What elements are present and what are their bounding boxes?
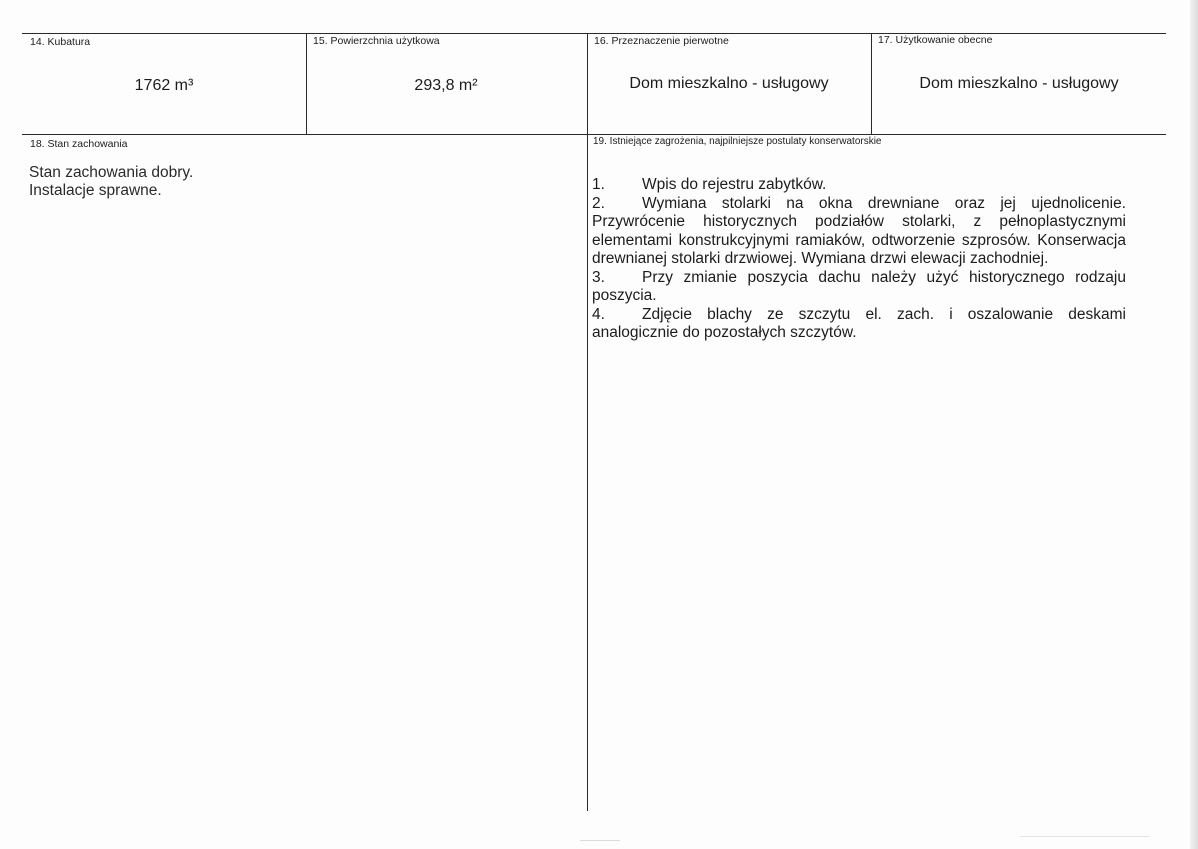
postulate-number: 3.: [592, 268, 605, 286]
postulate-item-1: [592, 176, 1126, 195]
postulate-text: Zdjęcie blachy ze szczytu el. zach. i oszalowanie deskami analogicznie do pozostałych szczytów.: [592, 305, 1126, 341]
field-14-label: 14. Kubatura: [30, 36, 91, 48]
postulate-item-4: [592, 306, 1126, 343]
scan-artifact: [580, 840, 620, 841]
scan-edge-shadow: [1190, 0, 1198, 849]
field-18-label: 18. Stan zachowania: [30, 138, 128, 150]
grid-line-middle: [22, 134, 1166, 135]
grid-line-top: [22, 33, 1166, 34]
postulate-item-2: [592, 195, 1126, 269]
field-16-label: 16. Przeznaczenie pierwotne: [594, 35, 729, 47]
field-18-line: Instalacje sprawne.: [29, 182, 162, 199]
postulate-text: Wymiana stolarki na okna drewniane oraz jej ujednolicenie. Przywrócenie historycznych podziałów stolarki, z pełnoplastycznymi elementami konstrukcyjnymi ramiaków, odtworzenie szprosów. Konserwacja drewnianej stolarki drzwiowej. Wymiana drzwi elewacji zachodniej.: [592, 194, 1126, 267]
field-19-content: [592, 176, 1126, 343]
field-17-value: Dom mieszkalno - usługowy: [919, 75, 1119, 92]
field-15-value: 293,8 m²: [414, 77, 478, 94]
postulate-item-3: [592, 269, 1126, 306]
postulate-number: 2.: [592, 194, 605, 212]
postulate-number: 1.: [592, 176, 605, 193]
field-15-label: 15. Powierzchnia użytkowa: [313, 35, 440, 47]
field-17-label: 17. Użytkowanie obecne: [878, 34, 993, 46]
postulate-number: 4.: [592, 305, 605, 323]
field-19-label: 19. Istniejące zagrożenia, najpilniejsze postulaty konserwatorskie: [593, 136, 882, 147]
postulate-text: Przy zmianie poszycia dachu należy użyć historycznego rodzaju poszycia.: [592, 268, 1126, 304]
grid-line-vertical-center: [587, 33, 588, 811]
field-14-value: 1762 m³: [134, 77, 194, 94]
field-16-value: Dom mieszkalno - usługowy: [629, 75, 829, 92]
scan-artifact: [1020, 836, 1150, 837]
field-18-line: Stan zachowania dobry.: [29, 164, 194, 181]
postulate-text: Wpis do rejestru zabytków.: [642, 176, 827, 193]
field-18-content: [29, 164, 193, 200]
